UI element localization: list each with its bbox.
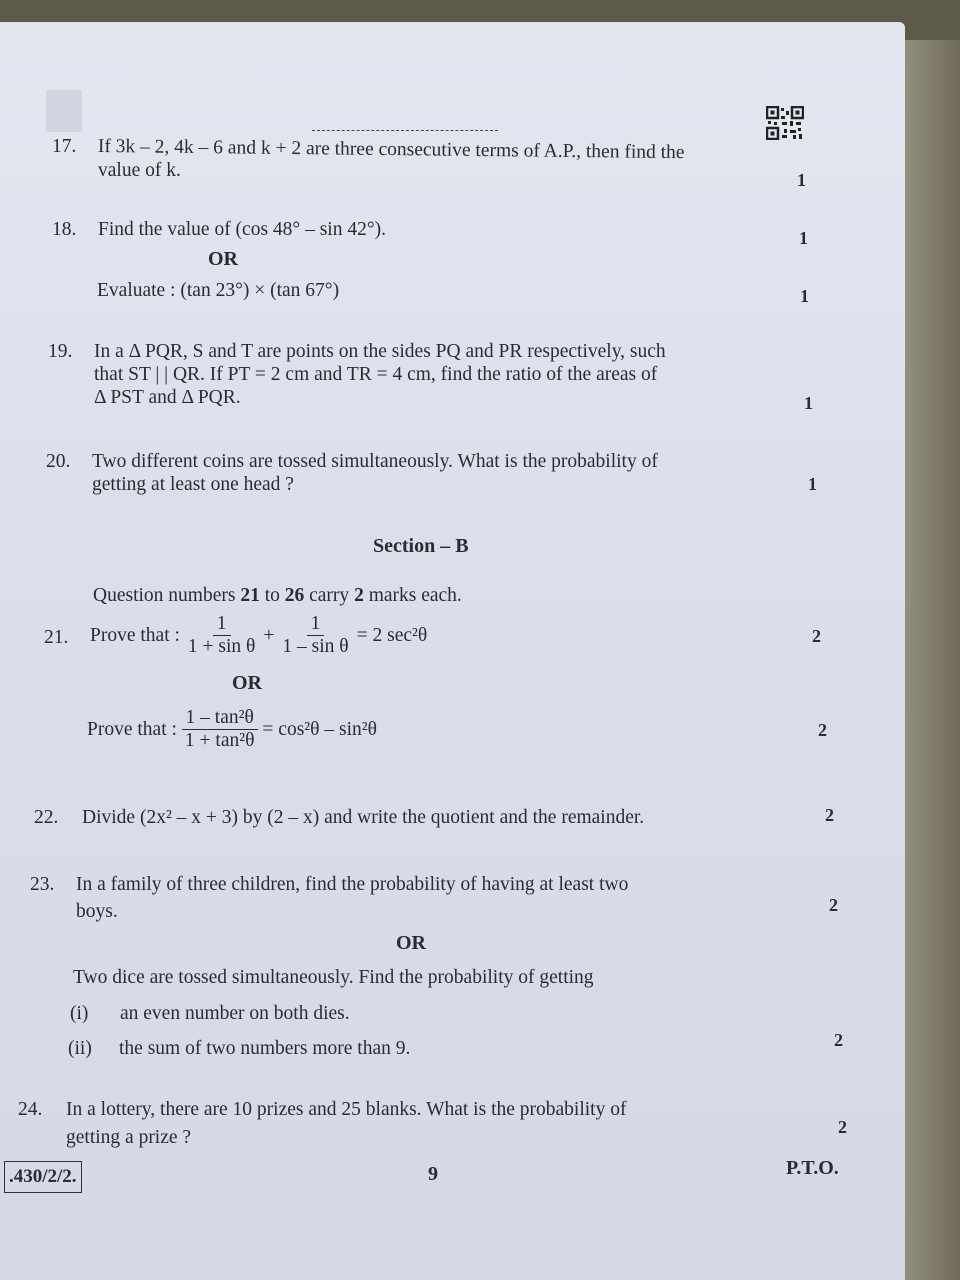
marks-each: 2 bbox=[354, 585, 364, 606]
question-21-alt-equation bbox=[87, 707, 377, 752]
top-left-mark bbox=[46, 90, 82, 132]
question-text: In a family of three children, find the probability of having at least two bbox=[76, 874, 629, 895]
paper-code: .430/2/2. bbox=[4, 1161, 82, 1193]
question-text: In a Δ PQR, S and T are points on the sides PQ and PR respectively, such bbox=[94, 341, 666, 362]
question-number: 17. bbox=[52, 136, 77, 157]
question-text: If 3k – 2, 4k – 6 and k + 2 are three consecutive terms of A.P., then find the bbox=[97, 135, 685, 164]
or-label: OR bbox=[232, 672, 262, 694]
instruction-text: to bbox=[264, 585, 280, 606]
numerator: 1 bbox=[213, 613, 231, 636]
question-text: that ST | | QR. If PT = 2 cm and TR = 4 cm, find the ratio of the areas of bbox=[94, 364, 658, 385]
section-title: Section – B bbox=[373, 535, 469, 557]
question-number: 22. bbox=[34, 807, 59, 828]
sub-part-ii-label: (ii) bbox=[68, 1038, 92, 1059]
question-number: 23. bbox=[30, 874, 55, 895]
question-number: 18. bbox=[52, 219, 77, 240]
header-dashed-rule bbox=[312, 130, 498, 131]
marks-22: 2 bbox=[825, 805, 834, 825]
rhs: = 2 sec²θ bbox=[356, 625, 428, 646]
denominator: 1 + tan²θ bbox=[184, 730, 255, 751]
fraction-alt bbox=[181, 707, 259, 752]
marks-17: 1 bbox=[797, 170, 806, 190]
rhs: = cos²θ – sin²θ bbox=[262, 719, 377, 740]
pto-label: P.T.O. bbox=[786, 1157, 839, 1179]
alternative-question-text: Evaluate : (tan 23°) × (tan 67°) bbox=[97, 280, 340, 301]
question-text: getting at least one head ? bbox=[92, 474, 294, 495]
section-instruction bbox=[93, 584, 462, 607]
marks-20: 1 bbox=[808, 474, 817, 494]
marks-21: 2 bbox=[812, 626, 821, 646]
marks-18: 1 bbox=[799, 228, 808, 248]
fraction-2 bbox=[278, 613, 352, 658]
marks-18-alt: 1 bbox=[800, 286, 809, 306]
range-start: 21 bbox=[240, 585, 260, 606]
question-21-equation bbox=[90, 613, 427, 658]
question-text: In a lottery, there are 10 prizes and 25 blanks. What is the probability of bbox=[66, 1099, 627, 1120]
question-text: Find the value of (cos 48° – sin 42°). bbox=[98, 219, 387, 240]
page-number: 9 bbox=[428, 1163, 438, 1185]
question-21-number: 21. bbox=[44, 627, 69, 648]
plus-sign: + bbox=[263, 625, 275, 646]
instruction-text: Question numbers bbox=[93, 585, 236, 606]
instruction-text: carry bbox=[309, 585, 350, 606]
denominator: 1 – sin θ bbox=[282, 636, 349, 657]
marks-23: 2 bbox=[829, 895, 838, 915]
marks-21-alt: 2 bbox=[818, 720, 827, 740]
question-number: 24. bbox=[18, 1099, 43, 1120]
question-number: 19. bbox=[48, 341, 73, 362]
prove-label: Prove that : bbox=[90, 625, 180, 646]
numerator: 1 bbox=[307, 613, 325, 636]
alternative-question-text: Two dice are tossed simultaneously. Find the probability of getting bbox=[73, 967, 594, 988]
marks-19: 1 bbox=[804, 393, 813, 413]
instruction-text: marks each. bbox=[368, 585, 462, 606]
marks-23-alt: 2 bbox=[834, 1030, 843, 1050]
numerator: 1 – tan²θ bbox=[182, 707, 258, 730]
denominator: 1 + sin θ bbox=[187, 636, 256, 657]
range-end: 26 bbox=[284, 585, 305, 606]
question-text: getting a prize ? bbox=[66, 1127, 192, 1148]
or-label: OR bbox=[396, 932, 426, 954]
marks-24: 2 bbox=[838, 1117, 847, 1137]
question-text: boys. bbox=[76, 901, 118, 922]
question-text: value of k. bbox=[98, 160, 181, 181]
question-number: 20. bbox=[46, 451, 71, 472]
fraction-1 bbox=[184, 613, 259, 658]
question-text: Divide (2x² – x + 3) by (2 – x) and write the quotient and the remainder. bbox=[82, 807, 645, 828]
sub-part-ii-text: the sum of two numbers more than 9. bbox=[119, 1038, 411, 1059]
sub-part-i-label: (i) bbox=[70, 1003, 89, 1024]
prove-label: Prove that : bbox=[87, 719, 177, 740]
sub-part-i-text: an even number on both dies. bbox=[120, 1003, 350, 1024]
or-label: OR bbox=[208, 248, 238, 270]
qr-code-icon bbox=[766, 106, 804, 140]
question-text: Δ PST and Δ PQR. bbox=[94, 387, 241, 408]
question-text: Two different coins are tossed simultaneously. What is the probability of bbox=[92, 451, 658, 472]
